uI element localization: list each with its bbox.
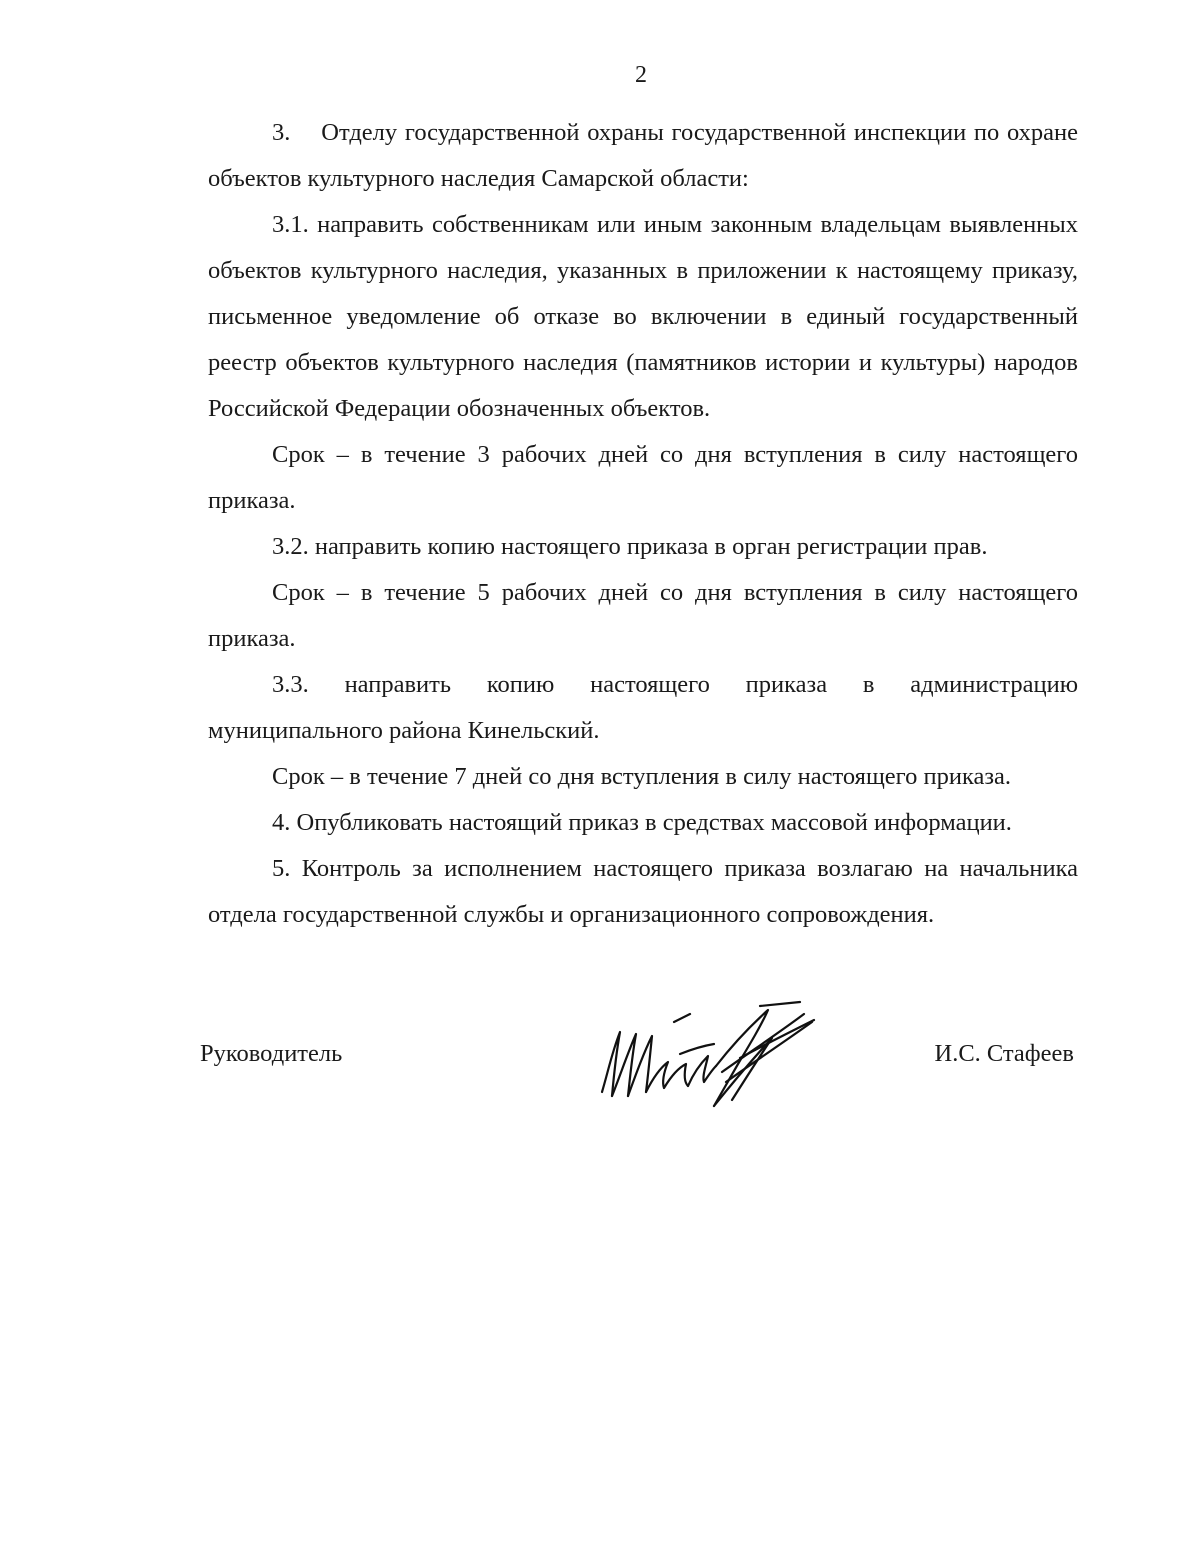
paragraph-item-4: 4. Опубликовать настоящий приказ в средствах массовой информации.	[272, 809, 1012, 836]
paragraph-item-5: 5. Контроль за исполнением настоящего приказа возлагаю на начальника отдела государственной службы и организационного сопровождения.	[208, 855, 1078, 928]
paragraph-item-3: 3. Отделу государственной охраны государственной инспекции по охране объектов культурного наследия Самарской области:	[208, 119, 1078, 192]
signatory-name: И.С. Стафеев	[934, 1040, 1074, 1067]
signature-block	[200, 1040, 1080, 1110]
signatory-title: Руководитель	[200, 1040, 343, 1067]
paragraph-item-3-2: 3.2. направить копию настоящего приказа в орган регистрации прав.	[272, 533, 988, 560]
document-body	[208, 110, 1078, 938]
page-number: 2	[635, 62, 647, 88]
paragraph-item-3-3: 3.3. направить копию настоящего приказа в администрацию муниципального района Кинельский.	[208, 671, 1078, 744]
paragraph-deadline-3-3: Срок – в течение 7 дней со дня вступления в силу настоящего приказа.	[272, 763, 1012, 790]
paragraph-item-3-1: 3.1. направить собственникам или иным законным владельцам выявленных объектов культурного наследия, указанных в приложении к настоящему приказу, письменное уведомление об отказе во включении в единый государственный реестр объектов культурного наследия (памятников истории и культуры) народов Российской Федерации обозначенных объектов.	[208, 211, 1078, 422]
paragraph-deadline-3-2: Срок – в течение 5 рабочих дней со дня вступления в силу настоящего приказа.	[208, 579, 1078, 652]
handwritten-signature	[590, 992, 830, 1122]
paragraph-deadline-3-1: Срок – в течение 3 рабочих дней со дня вступления в силу настоящего приказа.	[208, 441, 1078, 514]
